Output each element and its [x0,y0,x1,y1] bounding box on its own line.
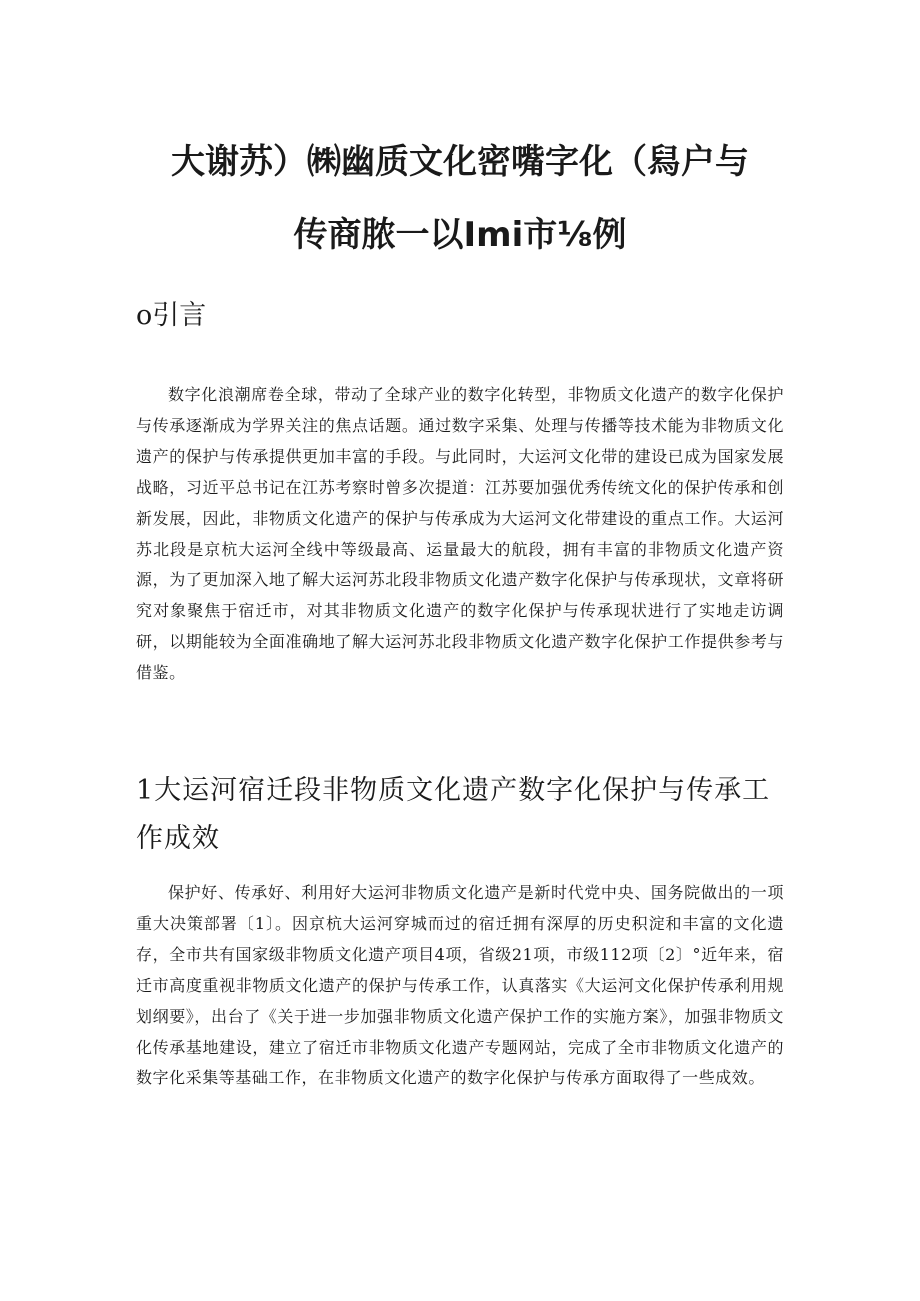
introduction-paragraph: 数字化浪潮席卷全球，带动了全球产业的数字化转型，非物质文化遗产的数字化保护与传承逐渐成为学界关注的焦点话题。通过数字采集、处理与传播等技术能为非物质文化遗产的保护与传承提供更加丰富的手段。与此同时，大运河文化带的建设已成为国家发展战略，习近平总书记在江苏考察时曾多次提道：江苏要加强优秀传统文化的保护传承和创新发展，因此，非物质文化遗产的保护与传承成为大运河文化带建设的重点工作。大运河苏北段是京杭大运河全线中等级最高、运量最大的航段，拥有丰富的非物质文化遗产资源，为了更加深入地了解大运河苏北段非物质文化遗产数字化保护与传承现状，文章将研究对象聚焦于宿迁市，对其非物质文化遗产的数字化保护与传承现状进行了实地走访调研，以期能较为全面准确地了解大运河苏北段非物质文化遗产数字化保护工作提供参考与借鉴。 [136,385,784,683]
section-1-paragraph: 保护好、传承好、利用好大运河非物质文化遗产是新时代党中央、国务院做出的一项重大决策部署〔1〕。因京杭大运河穿城而过的宿迁拥有深厚的历史积淀和丰富的文化遗存，全市共有国家级非物质文化遗产项目4项，省级21项，市级112项〔2〕°近年来，宿迁市高度重视非物质文化遗产的保护与传承工作，认真落实《大运河文化保护传承利用规划纲要》，出台了《关于进一步加强非物质文化遗产保护工作的实施方案》，加强非物质文化传承基地建设，建立了宿迁市非物质文化遗产专题网站，完成了全市非物质文化遗产的数字化采集等基础工作，在非物质文化遗产的数字化保护与传承方面取得了一些成效。 [136,883,784,1088]
section-heading-1: 1大运河宿迁段非物质文化遗产数字化保护与传承工作成效 [136,775,771,854]
section-heading-introduction: o引言 [136,300,207,331]
document-title-line-1: 大谢苏）㈱幽质文化密嘴字化（舄户与 [171,142,749,182]
document-title-line-2: 传商脓一以Imi市⅛例 [293,215,627,255]
